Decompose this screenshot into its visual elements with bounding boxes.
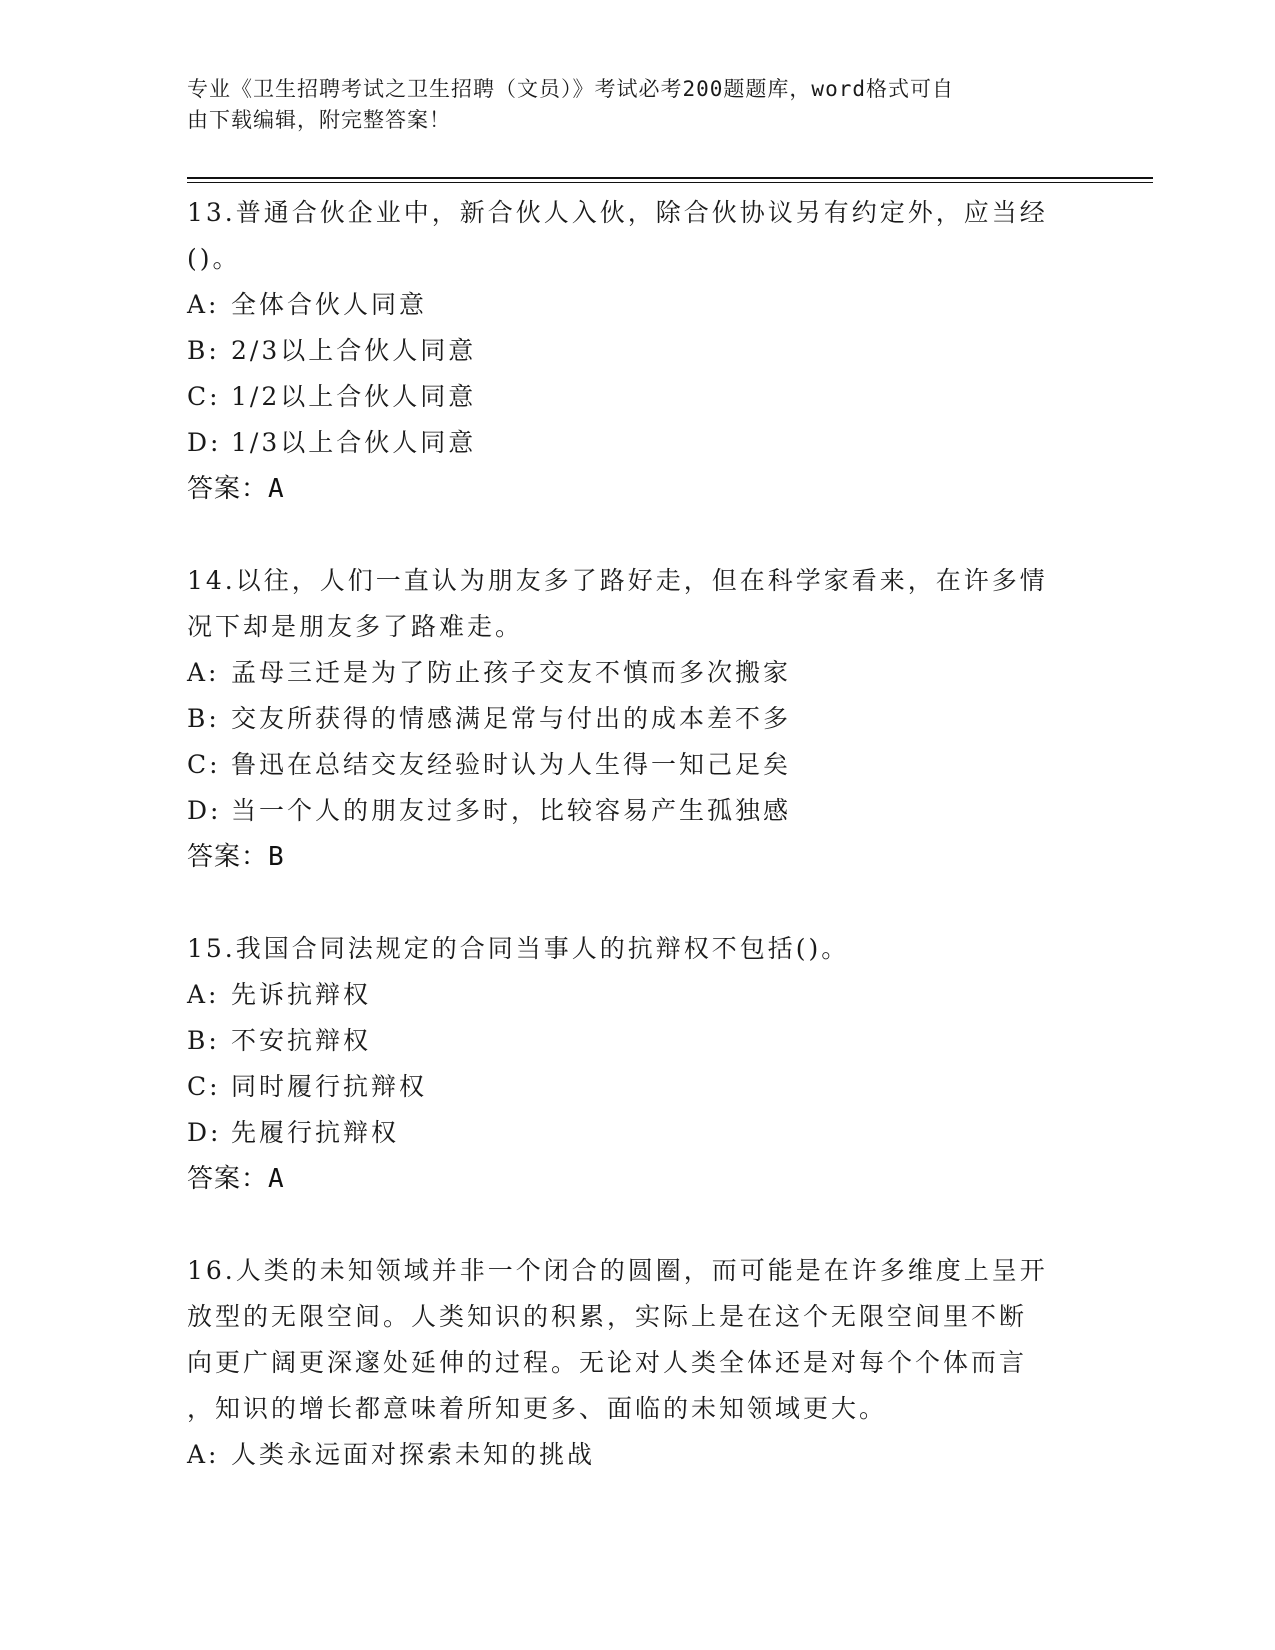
option-a	[187, 282, 1087, 328]
question-16	[187, 1248, 1087, 1478]
question-list	[187, 190, 1087, 1524]
header-line-1: 专业《卫生招聘考试之卫生招聘（文员）》考试必考200题题库，word格式可自	[187, 77, 954, 101]
document-header	[187, 74, 1067, 136]
option-letter: C:	[187, 750, 221, 779]
option-letter: C:	[187, 1072, 221, 1101]
option-text: 先诉抗辩权	[231, 980, 372, 1009]
question-stem	[187, 1248, 1087, 1432]
option-text: 当一个人的朋友过多时，比较容易产生孤独感	[231, 796, 792, 825]
option-text: 1/2以上合伙人同意	[231, 382, 477, 411]
option-letter: C:	[187, 382, 221, 411]
option-text: 不安抗辩权	[231, 1026, 372, 1055]
stem-line: ()。	[187, 244, 241, 273]
option-b	[187, 696, 1087, 742]
stem-line: 15.我国合同法规定的合同当事人的抗辩权不包括()。	[187, 934, 850, 963]
option-text: 2/3以上合伙人同意	[231, 336, 477, 365]
option-letter: A:	[187, 980, 220, 1009]
option-text: 先履行抗辩权	[231, 1118, 400, 1147]
option-text: 孟母三迁是为了防止孩子交友不慎而多次搬家	[231, 658, 792, 687]
question-stem	[187, 558, 1087, 650]
option-d	[187, 1110, 1087, 1156]
option-letter: B:	[187, 336, 220, 365]
option-c	[187, 742, 1087, 788]
header-divider-thin	[187, 182, 1153, 183]
option-d	[187, 420, 1087, 466]
question-15	[187, 926, 1087, 1202]
header-line-2: 由下载编辑，附完整答案！	[187, 108, 451, 132]
question-stem	[187, 926, 1087, 972]
header-divider-thick	[187, 177, 1153, 179]
question-14	[187, 558, 1087, 880]
stem-line: 向更广阔更深邃处延伸的过程。无论对人类全体还是对每个个体而言	[187, 1348, 1028, 1377]
option-b	[187, 328, 1087, 374]
option-a	[187, 650, 1087, 696]
option-text: 交友所获得的情感满足常与付出的成本差不多	[231, 704, 792, 733]
option-a	[187, 972, 1087, 1018]
option-text: 同时履行抗辩权	[231, 1072, 428, 1101]
option-d	[187, 788, 1087, 834]
option-letter: B:	[187, 1026, 220, 1055]
stem-line: 14.以往，人们一直认为朋友多了路好走，但在科学家看来，在许多情	[187, 566, 1048, 595]
option-c	[187, 1064, 1087, 1110]
answer-line: 答案：A	[187, 1164, 285, 1194]
question-13	[187, 190, 1087, 512]
stem-line: 13.普通合伙企业中，新合伙人入伙，除合伙协议另有约定外，应当经	[187, 198, 1048, 227]
stem-line: 况下却是朋友多了路难走。	[187, 612, 524, 641]
option-a	[187, 1432, 1087, 1478]
option-letter: D:	[187, 796, 222, 825]
stem-line: 16.人类的未知领域并非一个闭合的圆圈，而可能是在许多维度上呈开	[187, 1256, 1048, 1285]
option-letter: B:	[187, 704, 220, 733]
option-text: 1/3以上合伙人同意	[231, 428, 477, 457]
answer-line: 答案：B	[187, 842, 285, 872]
option-letter: A:	[187, 1440, 220, 1469]
option-letter: D:	[187, 1118, 222, 1147]
question-stem	[187, 190, 1087, 282]
option-b	[187, 1018, 1087, 1064]
option-letter: A:	[187, 290, 220, 319]
option-text: 鲁迅在总结交友经验时认为人生得一知己足矣	[231, 750, 792, 779]
stem-line: ，知识的增长都意味着所知更多、面临的未知领域更大。	[187, 1394, 888, 1423]
option-text: 全体合伙人同意	[231, 290, 428, 319]
option-letter: D:	[187, 428, 222, 457]
option-c	[187, 374, 1087, 420]
option-text: 人类永远面对探索未知的挑战	[231, 1440, 596, 1469]
stem-line: 放型的无限空间。人类知识的积累，实际上是在这个无限空间里不断	[187, 1302, 1028, 1331]
answer-line: 答案：A	[187, 474, 285, 504]
option-letter: A:	[187, 658, 220, 687]
